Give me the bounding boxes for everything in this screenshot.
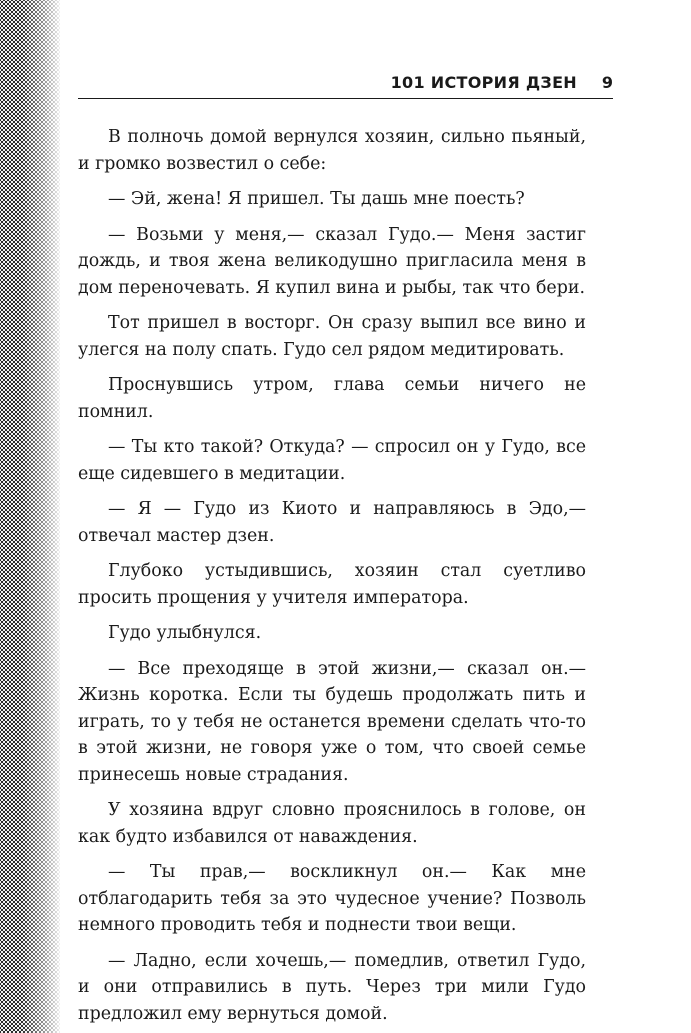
page-edge-halftone — [0, 0, 60, 1033]
paragraph: — Эй, жена! Я пришел. Ты дашь мне поесть? — [108, 189, 525, 209]
running-title: 101 ИСТОРИЯ ДЗЕН — [390, 73, 577, 92]
paragraph: — Я — Гудо из Киото и направляюсь в Эдо,— отвечал мастер дзен. — [78, 499, 586, 546]
paragraph: — Ты кто такой? Откуда? — спросил он у Гудо, все еще сидевшего в медитации. — [78, 437, 586, 484]
paragraph: — Ладно, если хочешь,— помедлив, ответил Гудо, и они отправились в путь. Через три мили Гудо предложил ему вернуться домой. — [78, 950, 586, 1024]
page-number: 9 — [601, 73, 613, 92]
paragraph: Гудо улыбнулся. — [108, 623, 262, 643]
paragraph: — Ты прав,— воскликнул он.— Как мне отблагодарить тебя за это чудесное учение? Позволь немного проводить тебя и поднести твои вещи. — [78, 862, 586, 935]
running-header — [78, 72, 613, 99]
body-text — [78, 124, 586, 1033]
paragraph: Тот пришел в восторг. Он сразу выпил все вино и улегся на полу спать. Гудо сел рядом медитировать. — [78, 313, 586, 360]
paragraph: — Все преходяще в этой жизни,— сказал он.— Жизнь коротка. Если ты будешь продолжать пить и играть, то у тебя не останется времени сделать что-то в этой жизни, не говоря уже о том, что своей семье принесешь новые страдания. — [78, 658, 586, 785]
paragraph: Глубоко устыдившись, хозяин стал суетливо просить прощения у учителя императора. — [78, 561, 586, 608]
paragraph: — Возьми у меня,— сказал Гудо.— Меня застиг дождь, и твоя жена великодушно пригласила меня в дом переночевать. Я купил вина и рыбы, так что бери. — [78, 224, 586, 298]
paragraph: У хозяина вдруг словно прояснилось в голове, он как будто избавился от наваждения. — [78, 800, 586, 847]
paragraph: Проснувшись утром, глава семьи ничего не помнил. — [78, 375, 586, 422]
paragraph: В полночь домой вернулся хозяин, сильно пьяный, и громко возвестил о себе: — [78, 127, 586, 174]
